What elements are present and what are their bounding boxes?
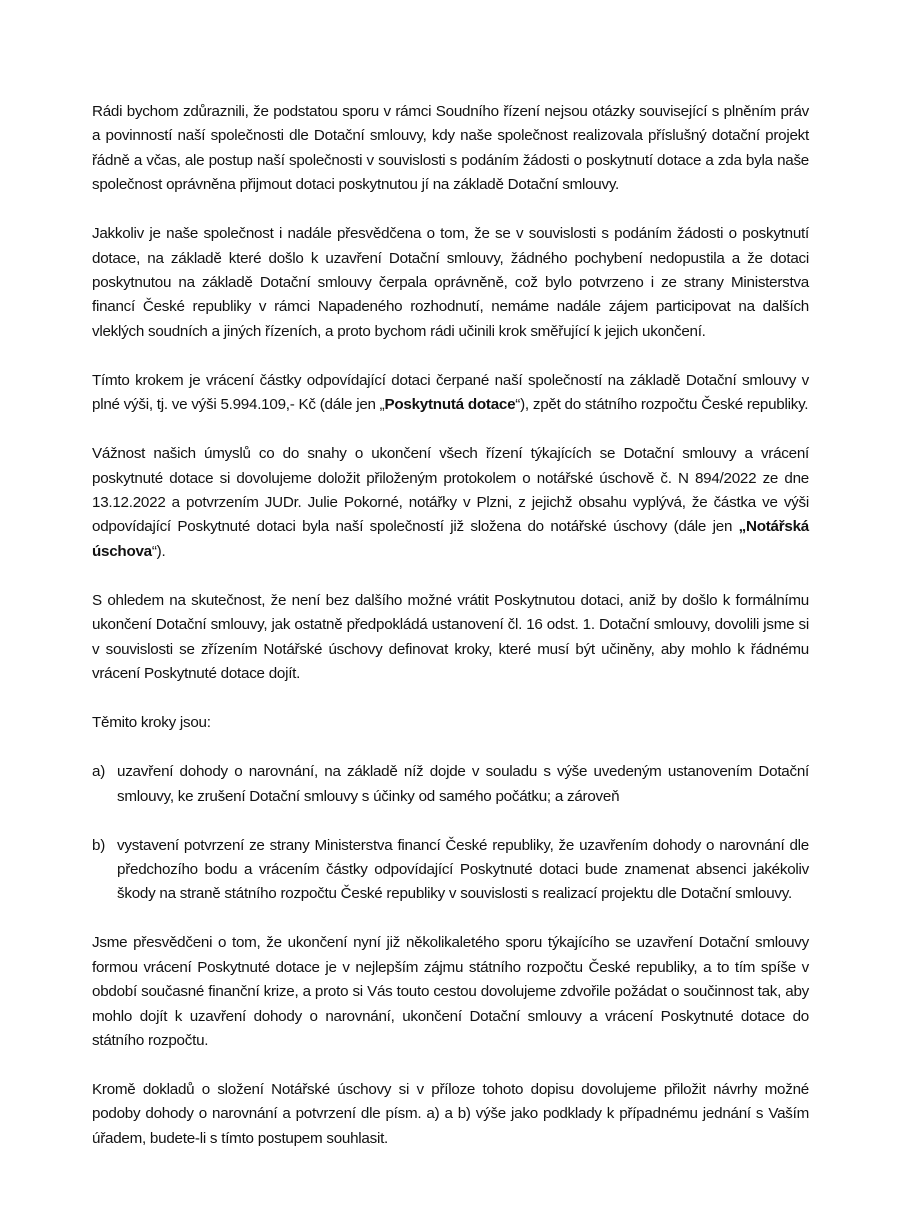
paragraph-company-position: Jakkoliv je naše společnost i nadále přesvědčena o tom, že se v souvislosti s podáním žádosti o poskytnutí dotace, na základě které došlo k uzavření Dotační smlouvy, žádného pochybení nedopustila a že dotaci poskytnutou na základě Dotační smlouvy čerpala oprávněně, což bylo potvrzeno i ze strany Ministerstva financí České republiky v rámci Napadeného rozhodnutí, nemáme nadále zájem participovat na dalších vleklých soudních a jiných řízeních, a proto bychom rádi učinili krok směřující k jejich ukončení. [92,225,809,340]
text-fragment: “). [151,542,166,560]
list-item-text: vystavení potvrzení ze strany Ministerstva financí České republiky, že uzavřením dohody o narovnání dle předchozího bodu a vrácením částky odpovídající Poskytnuté dotaci bude znamenat absenci jakékoliv škody na straně státního rozpočtu České republiky v souvislosti s realizací projektu dle Dotační smlouvy. [117,836,809,903]
text-fragment: Tímto krokem je vrácení částky odpovídající dotaci čerpané naší společností na základě Dotační smlouvy v plné výši, tj. ve výši 5.994.109,- Kč (dále jen „ [92,371,809,414]
list-item-text: uzavření dohody o narovnání, na základě níž dojde v souladu s výše uvedeným ustanovením Dotační smlouvy, ke zrušení Dotační smlouvy s účinky od samého počátku; a zároveň [117,763,809,805]
paragraph-steps-heading: Těmito kroky jsou: [92,714,211,732]
paragraph-attachments: Kromě dokladů o složení Notářské úschovy si v příloze tohoto dopisu dovolujeme přiložit návrhy možné podoby dohody o narovnání a potvrzení dle písm. a) a b) výše jako podklady k případnému jednání s Vaším úřadem, budete-li s tímto postupem souhlasit. [92,1080,809,1147]
text-fragment: “), zpět do státního rozpočtu České republiky. [515,396,809,414]
text-fragment: Vážnost našich úmyslů co do snahy o ukončení všech řízení týkajících se Dotační smlouvy a vrácení poskytnuté dotace si dovolujeme doložit přiloženým protokolem o notářské úschově č. N 894/2022 ze dne 13.12.2022 a potvrzením JUDr. Julie Pokorné, notářky v Plzni, z jejichž obsahu vyplývá, že částka ve výši odpovídající Poskytnuté dotaci byla naší společností již složena do notářské úschovy (dále jen [92,445,809,536]
steps-list [92,760,809,907]
letter-body [92,100,809,1176]
paragraph-notary-escrow [92,442,809,564]
paragraph-request-cooperation: Jsme přesvědčeni o tom, že ukončení nyní již několikaletého sporu týkajícího se uzavření Dotační smlouvy formou vrácení Poskytnuté dotace je v nejlepším zájmu státního rozpočtu České republiky, a to tím spíše v období současné finanční krize, a proto si Vás touto cestou dovolujeme zdvořile požádat o součinnost tak, aby mohlo dojít k uzavření dohody o narovnání, ukončení Dotační smlouvy a vrácení Poskytnuté dotace do státního rozpočtu. [92,934,809,1049]
list-item-step-b [92,834,809,907]
paragraph-refund-step [92,369,809,418]
paragraph-dispute-subject: Rádi bychom zdůraznili, že podstatou sporu v rámci Soudního řízení nejsou otázky související s plněním práv a povinností naší společnosti dle Dotační smlouvy, kdy naše společnost realizovala příslušný dotační projekt řádně a včas, ale postup naší společnosti v souvislosti s podáním žádosti o poskytnutí dotace a zda byla naše společnost oprávněna přijmout dotaci poskytnutou jí na základě Dotační smlouvy. [92,103,809,194]
list-item-step-a [92,760,809,809]
paragraph-required-steps-intro: S ohledem na skutečnost, že není bez dalšího možné vrátit Poskytnutou dotaci, aniž by došlo k formálnímu ukončení Dotační smlouvy, jak ostatně předpokládá ustanovení čl. 16 odst. 1. Dotační smlouvy, dovolili jsme si v souvislosti se zřízením Notářské úschovy definovat kroky, které musí být učiněny, aby mohlo k řádnému vrácení Poskytnuté dotace dojít. [92,591,809,683]
defined-term-notarska-uschova: „Notářská úschova [92,518,809,560]
defined-term-poskytnuta-dotace: Poskytnutá dotace [384,396,516,414]
list-marker: a) [92,763,106,781]
list-marker: b) [92,836,106,854]
